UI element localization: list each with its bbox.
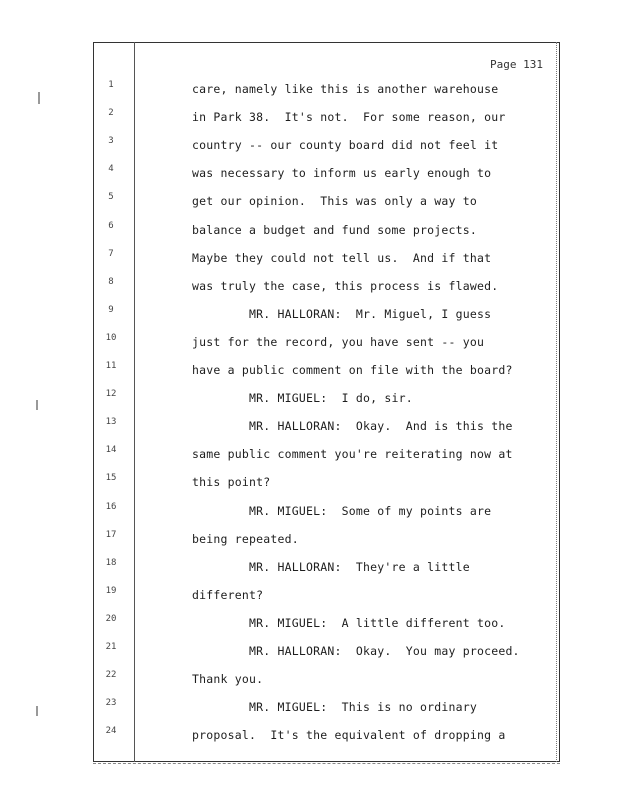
line-text: MR. MIGUEL: Some of my points are — [192, 503, 492, 518]
line-number: 7 — [108, 248, 114, 259]
line-number: 22 — [105, 670, 117, 681]
scan-margin-mark — [36, 706, 38, 716]
line-text: MR. MIGUEL: This is no ordinary — [192, 700, 477, 715]
transcript-line — [0, 724, 618, 752]
transcript-line — [0, 303, 618, 331]
line-number: 18 — [105, 557, 117, 568]
line-text: being repeated. — [192, 531, 299, 546]
line-text: Thank you. — [192, 672, 264, 687]
transcript-line — [0, 78, 618, 106]
scan-margin-mark — [38, 92, 40, 104]
line-text: MR. MIGUEL: A little different too. — [192, 615, 506, 630]
line-number: 4 — [108, 164, 114, 175]
line-text: just for the record, you have sent -- you — [192, 334, 485, 349]
line-number: 11 — [105, 361, 117, 371]
transcript-line — [0, 106, 618, 134]
transcript-line — [0, 190, 618, 218]
transcript-line — [0, 528, 618, 556]
line-number: 21 — [105, 642, 117, 652]
line-text: was necessary to inform us early enough to — [192, 166, 492, 181]
transcript-line — [0, 275, 618, 303]
transcript-line — [0, 696, 618, 724]
line-text: country -- our county board did not feel it — [192, 138, 499, 153]
transcript-line — [0, 471, 618, 499]
line-number: 12 — [105, 389, 117, 400]
line-text: MR. MIGUEL: I do, sir. — [192, 391, 413, 406]
transcript-line — [0, 500, 618, 528]
line-text: care, namely like this is another warehouse — [192, 82, 499, 96]
line-number: 14 — [105, 445, 117, 456]
line-number: 6 — [108, 220, 114, 231]
line-text: same public comment you're reiterating now at — [192, 447, 513, 462]
line-number: 8 — [108, 276, 114, 287]
transcript-line — [0, 443, 618, 471]
line-text: proposal. It's the equivalent of dropping a — [192, 728, 506, 743]
line-text: this point? — [192, 475, 271, 490]
transcript-line — [0, 387, 618, 415]
transcript-line — [0, 584, 618, 612]
bottom-scan-line — [93, 763, 560, 767]
transcript-line — [0, 612, 618, 640]
line-text: balance a budget and fund some projects. — [192, 222, 477, 237]
line-text: MR. HALLORAN: Mr. Miguel, I guess — [192, 306, 492, 321]
line-text: have a public comment on file with the board? — [192, 363, 513, 377]
line-number: 3 — [108, 136, 114, 147]
transcript-line — [0, 415, 618, 443]
transcript-line — [0, 359, 618, 387]
transcript-line — [0, 247, 618, 275]
transcript-line — [0, 668, 618, 696]
page-number: Page 131 — [490, 58, 543, 71]
line-text: was truly the case, this process is flawed. — [192, 278, 499, 293]
line-text: Maybe they could not tell us. And if that — [192, 250, 492, 265]
line-number: 10 — [105, 332, 117, 343]
line-text: MR. HALLORAN: They're a little — [192, 559, 470, 574]
line-number: 2 — [108, 108, 114, 119]
transcript-line — [0, 219, 618, 247]
line-text: MR. HALLORAN: Okay. You may proceed. — [192, 644, 520, 658]
line-number: 20 — [105, 613, 117, 624]
line-text: in Park 38. It's not. For some reason, our — [192, 110, 506, 125]
line-number: 13 — [105, 417, 117, 428]
scan-margin-mark — [36, 400, 38, 410]
transcript-line — [0, 331, 618, 359]
line-text: get our opinion. This was only a way to — [192, 194, 477, 209]
line-number: 1 — [108, 80, 114, 90]
transcript-line — [0, 162, 618, 190]
line-text: MR. HALLORAN: Okay. And is this the — [192, 419, 513, 434]
line-number: 16 — [105, 501, 117, 512]
line-number: 24 — [105, 726, 117, 737]
line-number: 15 — [105, 473, 117, 484]
transcript-line — [0, 556, 618, 584]
line-number: 9 — [108, 304, 114, 315]
transcript-line — [0, 134, 618, 162]
line-number: 5 — [108, 192, 114, 203]
line-number: 19 — [105, 585, 117, 596]
transcript-line — [0, 640, 618, 668]
line-number: 23 — [105, 698, 117, 709]
line-text: different? — [192, 587, 264, 602]
line-number: 17 — [105, 529, 117, 540]
